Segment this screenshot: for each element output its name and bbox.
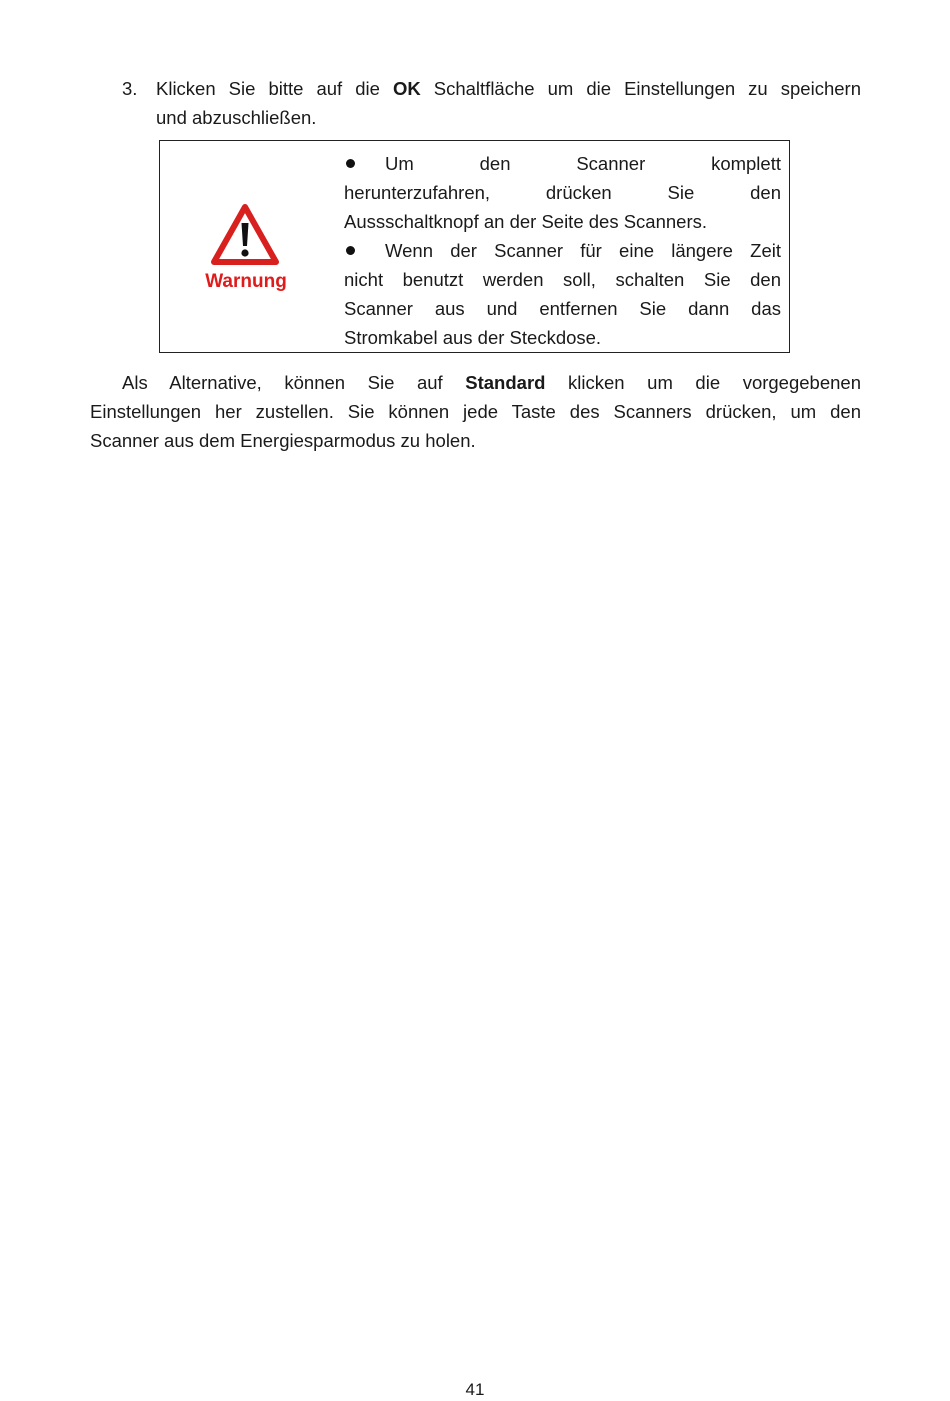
warning-bullet-1-line-1: [344, 149, 781, 178]
paragraph-line-3: Scanner aus dem Energiesparmodus zu holen.: [90, 430, 476, 451]
warning-bullet-1-line-3: Aussschaltknopf an der Seite des Scanners.: [344, 211, 708, 232]
step-line-2: und abzuschließen.: [156, 107, 317, 128]
bullet-2-text-1: Wenn der Scanner für eine längere Zeit: [385, 240, 781, 261]
paragraph-line-1: [90, 368, 861, 397]
warning-box: [159, 140, 790, 353]
body-paragraph: [90, 368, 861, 455]
warning-badge: [160, 141, 332, 352]
warning-bullet-2-line-2: nicht benutzt werden soll, schalten Sie den: [344, 269, 781, 290]
warning-label: Warnung: [205, 271, 287, 292]
ok-keyword: OK: [392, 78, 421, 99]
warning-bullet-2-line-4: Stromkabel aus der Steckdose.: [344, 327, 602, 348]
step-text: [156, 74, 861, 132]
step-text-post: Schaltfläche um die Einstellungen zu speichern: [420, 78, 861, 99]
step-number: 3.: [122, 78, 138, 99]
paragraph-text-post: klicken um die vorgegebenen: [545, 372, 861, 393]
warning-bullet-1-line-2: herunterzufahren, drücken Sie den: [344, 182, 781, 203]
warning-bullet-2-line-3: Scanner aus und entfernen Sie dann das: [344, 298, 781, 319]
warning-text: [344, 149, 781, 352]
page-number: 41: [465, 1380, 485, 1399]
bullet-1-text-1: Um den Scanner komplett: [385, 153, 781, 174]
paragraph-line-2: Einstellungen her zustellen. Sie können jede Taste des Scanners drücken, um den: [90, 401, 861, 422]
standard-keyword: Standard: [465, 372, 546, 393]
warning-triangle-icon: [211, 204, 279, 266]
step-line-1: [156, 74, 861, 103]
warning-bullet-2-line-1: [344, 236, 781, 265]
paragraph-text-pre: Als Alternative, können Sie auf: [122, 372, 466, 393]
step-text-pre: Klicken Sie bitte auf die: [156, 78, 393, 99]
bullet-icon: [346, 159, 355, 168]
bullet-icon: [346, 246, 355, 255]
